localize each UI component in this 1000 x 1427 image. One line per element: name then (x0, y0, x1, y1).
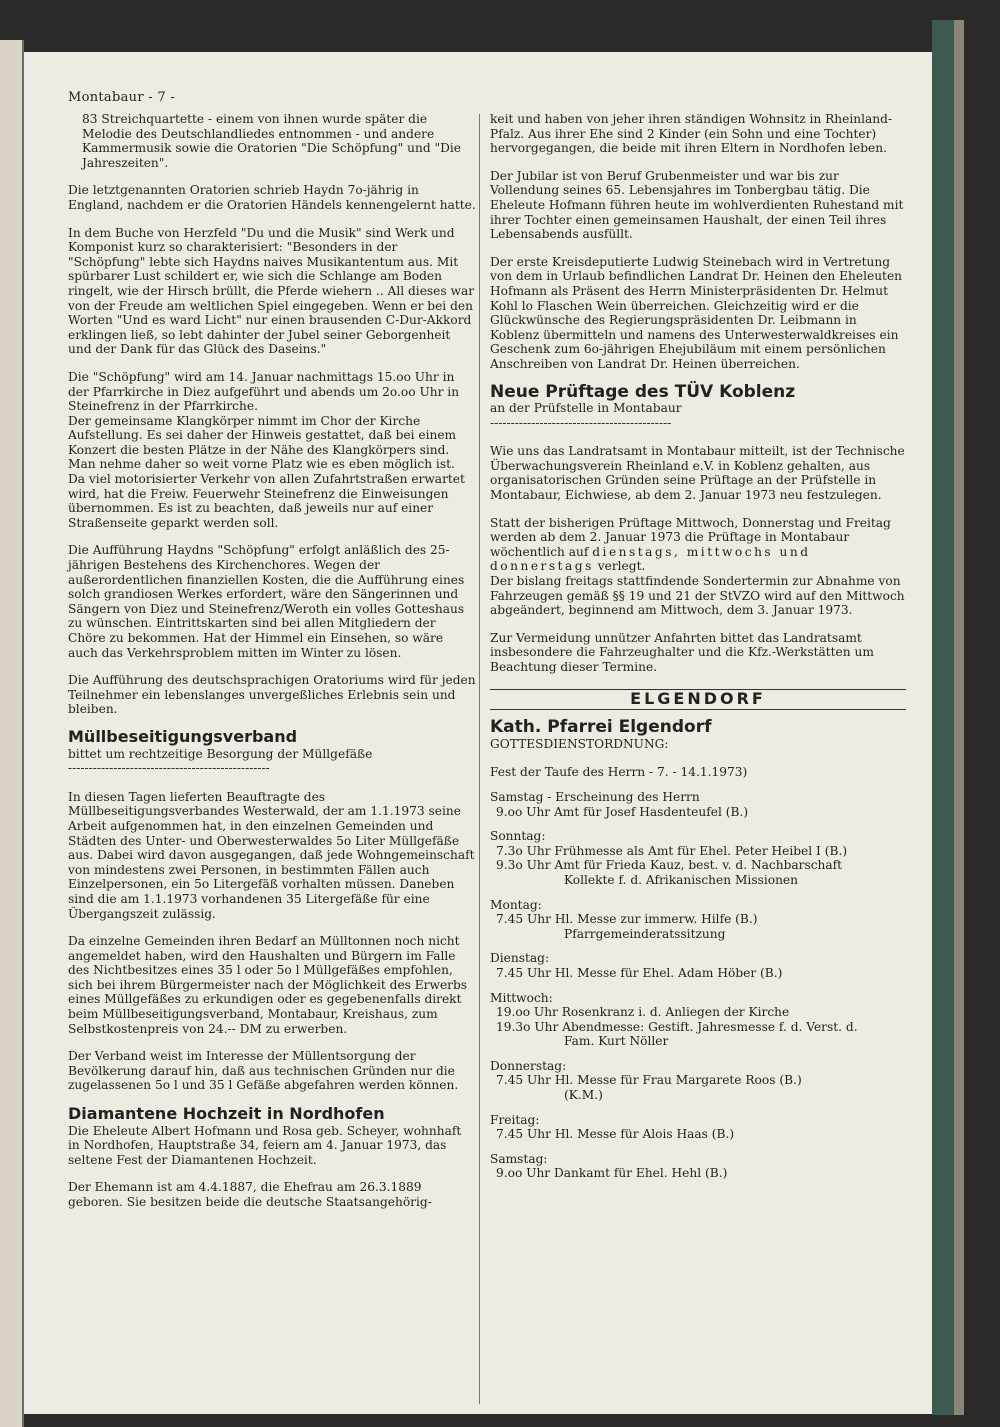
schedule-day-label: Mittwoch: (490, 990, 553, 1005)
right-column (490, 112, 906, 1181)
schedule-day (490, 991, 906, 1049)
text-run: verlegt. (597, 559, 646, 574)
book-binding-edge (954, 20, 964, 1415)
schedule-entry: 9.3o Uhr Amt für Frieda Kauz, best. v. d. Nachbarschaft (496, 858, 843, 873)
service-schedule (490, 790, 906, 1181)
paragraph: Der gemeinsame Klangkörper nimmt im Chor der Kirche Aufstellung. Es sei daher der Hinweis gestattet, daß bei einem Konzert die besten Plätze in der Nähe des Klangkörpers sind. Man nehme daher so weit vorne Platz wie es eben möglich ist. (68, 413, 457, 472)
schedule-entry: 7.45 Uhr Hl. Messe zur immerw. Hilfe (B.) (496, 912, 758, 927)
paragraph: Die "Schöpfung" wird am 14. Januar nachmittags 15.oo Uhr in der Pfarrkirche in Diez aufgeführt und abends um 2o.oo Uhr in Steinefrenz in der Pfarrkirche. (68, 369, 460, 414)
schedule-day-label: Dienstag: (490, 951, 550, 966)
paragraph: 83 Streichquartette - einem von ihnen wurde später die Melodie des Deutschlandliedes entnommen - und andere Kammermusik sowie die Oratorien "Die Schöpfung" und "Die Jahreszeiten". (82, 112, 461, 170)
paragraph: Wie uns das Landratsamt in Montabaur mitteilt, ist der Technische Überwachungsverein Rheinland e.V. in Koblenz gehalten, aus organisatorischen Gründen seine Prüftage an der Prüfstelle in Montabaur, Eichwiese, ab dem 2. Januar 1973 neu festzulegen. (490, 444, 905, 503)
text-run: Statt der bisherigen Prüftage Mittwoch, Donnerstag und Freitag werden ab dem 2. Januar 1973 die Prüftage in Montabaur wöchentlich auf (490, 515, 891, 559)
schedule-day-label: Samstag - Erscheinung des Herrn (490, 789, 700, 804)
schedule-entry-continuation: (K.M.) (564, 1088, 603, 1103)
paragraph: Der Ehemann ist am 4.4.1887, die Ehefrau am 26.3.1889 geboren. Sie besitzen beide die deutsche Staatsangehörig- (68, 1180, 432, 1209)
column-divider (479, 114, 480, 1404)
schedule-entry-continuation: Kollekte f. d. Afrikanischen Missionen (564, 872, 798, 887)
schedule-day-label: Montag: (490, 897, 542, 912)
schedule-entry: 7.45 Uhr Hl. Messe für Ehel. Adam Höber (B.) (496, 965, 783, 980)
paragraph: keit und haben von jeher ihren ständigen Wohnsitz in Rheinland-Pfalz. Aus ihrer Ehe sind 2 Kinder (ein Sohn und eine Tochter) hervorgegangen, die beide mit ihren Eltern in Nordhofen leben. (490, 112, 893, 156)
spaced-text: dienstags, mittwochs und donnerstags (490, 544, 811, 574)
schedule-entry: 7.3o Uhr Frühmesse als Amt für Ehel. Peter Heibel I (B.) (496, 843, 848, 858)
previous-page-edge (0, 40, 24, 1427)
running-head: Montabaur - 7 - (68, 90, 176, 105)
schedule-day (490, 1113, 906, 1142)
paragraph (490, 516, 906, 574)
paragraph: Der Jubilar ist von Beruf Grubenmeister und war bis zur Vollendung seines 65. Lebensjahres im Tonbergbau tätig. Die Eheleute Hofmann führen heute im wohlverdienten Ruhestand mit ihrer Tochter einen gemeinsamen Haushalt, der einen Teil ihres Lebensabends ausfüllt. (490, 168, 904, 242)
paragraph: Der erste Kreisdeputierte Ludwig Steinebach wird in Vertretung von dem in Urlaub befindlichen Landrat Dr. Heinen den Eheleuten Hofmann als Präsent des Herrn Ministerpräsidenten Dr. Helmut Kohl lo Flaschen Wein überreichen. Gleichzeitig wird er die Glückwünsche des Regierungspräsidenten Dr. Leibmann in Koblenz übermitteln und namens des Unterwesterwaldkreises ein Geschenk zum 6o-jährigen Ehejubiläum mit einem persönlichen Anschreiben von Landrat Dr. Heinen überreichen. (490, 254, 903, 371)
schedule-day (490, 790, 906, 819)
headline-muell: Müllbeseitigungsverband (68, 726, 298, 746)
schedule-entry: 19.3o Uhr Abendmesse: Gestift. Jahresmesse f. d. Verst. d. (496, 1019, 858, 1034)
dashed-rule: ------------------------------------------------- (68, 761, 270, 776)
paragraph: In diesen Tagen lieferten Beauftragte des Müllbeseitigungsverbandes Westerwald, der am 1.1.1973 seine Arbeit aufgenommen hat, in den einzelnen Gemeinden und Städten des Unter- und Oberwesterwaldes 5o Liter Müllgefäße aus. Dabei wird davon ausgegangen, daß jede Wohngemeinschaft von mindestens zwei Personen, in bestimmten Fällen auch Einzelpersonen, ein 5o Litergefäß vorhalten müssen. Daneben sind die am 1.1.1973 vorhandenen 35 Litergefäße für eine Übergangszeit zulässig. (68, 789, 475, 921)
dashed-rule: -------------------------------------------- (490, 415, 672, 430)
subheadline: an der Prüfstelle in Montabaur (490, 401, 682, 416)
paragraph: Der bislang freitags stattfindende Sondertermin zur Abnahme von Fahrzeugen gemäß §§ 19 und 21 der StVZO wird auf den Mittwoch abgeändert, beginnend am Mittwoch, dem 3. Januar 1973. (490, 574, 905, 618)
section-heading-elgendorf: ELGENDORF (490, 689, 906, 711)
headline-diamant: Diamantene Hochzeit in Nordhofen (68, 1104, 385, 1124)
subheadline: GOTTESDIENSTORDNUNG: (490, 736, 669, 751)
paragraph: In dem Buche von Herzfeld "Du und die Musik" sind Werk und Komponist kurz so charakterisiert: "Besonders in der "Schöpfung" lebte sich Haydns naives Musikantentum aus. Mit spürbarer Lust schildert er, wie sich die Schlange am Boden ringelt, wie der Hirsch brüllt, die Pferde wiehern .. All dieses war von der Freude am weltlichen Spiel eingegeben. Wenn er bei den Worten "Und es ward Licht" nur einen brausenden C-Dur-Akkord erklingen ließ, so lebt dahinter der Jubel seiner Geborgenheit und der Dank für das Glück des Daseins." (68, 225, 475, 357)
paragraph: Da einzelne Gemeinden ihren Bedarf an Mülltonnen noch nicht angemeldet haben, wird den Haushalten und Bürgern im Falle des Nichtbesitzes eines 35 l oder 5o l Müllgefäßes empfohlen, sich bei ihrem Bürgermeister nach der Möglichkeit des Erwerbs eines Müllgefäßes zu erkundigen oder es gegebenenfalls direkt beim Müllbeseitigungsverband, Montabaur, Kreishaus, zum Selbstkostenpreis von 24.-- DM zu erwerben. (68, 934, 468, 1036)
feast-line: Fest der Taufe des Herrn - 7. - 14.1.1973) (490, 765, 748, 780)
schedule-entry: 7.45 Uhr Hl. Messe für Alois Haas (B.) (496, 1127, 735, 1142)
paragraph: Die Aufführung Haydns "Schöpfung" erfolgt anläßlich des 25-jährigen Bestehens des Kirchenchores. Wegen der außerordentlichen finanziellen Kosten, die die Aufführung eines solch grandiosen Werkes erfordert, wäre den Sängerinnen und Sängern von Diez und Steinefrenz/Weroth ein volles Gotteshaus zu wünschen. Eintrittskarten sind bei allen Mitgliedern der Chöre zu bekommen. Hat der Himmel ein Einsehen, so wäre auch das Verkehrsproblem mitten im Winter zu lösen. (68, 543, 465, 660)
schedule-day (490, 829, 906, 887)
paragraph: Die Aufführung des deutschsprachigen Oratoriums wird für jeden Teilnehmer ein lebenslanges unvergeßliches Erlebnis sein und bleiben. (68, 673, 476, 717)
schedule-entry-continuation: Pfarrgemeinderatssitzung (564, 926, 726, 941)
paragraph: Die letztgenannten Oratorien schrieb Haydn 7o-jährig in England, nachdem er die Oratorien Händels kennengelernt hatte. (68, 183, 476, 212)
headline-tuev: Neue Prüftage des TÜV Koblenz (490, 381, 796, 402)
schedule-day-label: Donnerstag: (490, 1058, 567, 1073)
schedule-day (490, 1152, 906, 1181)
schedule-day-label: Samstag: (490, 1151, 548, 1166)
schedule-entry-continuation: Fam. Kurt Nöller (564, 1034, 669, 1049)
schedule-day (490, 898, 906, 942)
schedule-day-label: Sonntag: (490, 829, 546, 844)
schedule-entry: 19.oo Uhr Rosenkranz i. d. Anliegen der Kirche (496, 1005, 790, 1020)
headline-pfarrei: Kath. Pfarrei Elgendorf (490, 717, 712, 738)
schedule-day (490, 1059, 906, 1103)
schedule-entry: 9.oo Uhr Amt für Josef Hasdenteufel (B.) (496, 804, 749, 819)
left-column (68, 112, 476, 1210)
subheadline: bittet um rechtzeitige Besorgung der Müllgefäße (68, 746, 373, 761)
paragraph: Die Eheleute Albert Hofmann und Rosa geb. Scheyer, wohnhaft in Nordhofen, Hauptstraße 34, feiern am 4. Januar 1973, das seltene Fest der Diamantenen Hochzeit. (68, 1123, 462, 1167)
schedule-day (490, 951, 906, 980)
newspaper-page (24, 52, 932, 1414)
schedule-day-label: Freitag: (490, 1112, 540, 1127)
paragraph: Der Verband weist im Interesse der Müllentsorgung der Bevölkerung darauf hin, daß aus technischen Gründen nur die zugelassenen 5o l und 35 l Gefäße abgefahren werden können. (68, 1049, 459, 1093)
book-cover-edge (932, 20, 954, 1415)
schedule-entry: 7.45 Uhr Hl. Messe für Frau Margarete Roos (B.) (496, 1073, 802, 1088)
paragraph: Zur Vermeidung unnützer Anfahrten bittet das Landratsamt insbesondere die Fahrzeughalter und die Kfz.-Werkstätten um Beachtung dieser Termine. (490, 630, 874, 674)
paragraph: Da viel motorisierter Verkehr von allen Zufahrtstraßen erwartet wird, hat die Freiw. Feuerwehr Steinefrenz die Einweisungen übernommen. Es ist zu beachten, daß jeweils nur auf einer Straßenseite geparkt werden soll. (68, 472, 465, 530)
schedule-entry: 9.oo Uhr Dankamt für Ehel. Hehl (B.) (496, 1166, 728, 1181)
